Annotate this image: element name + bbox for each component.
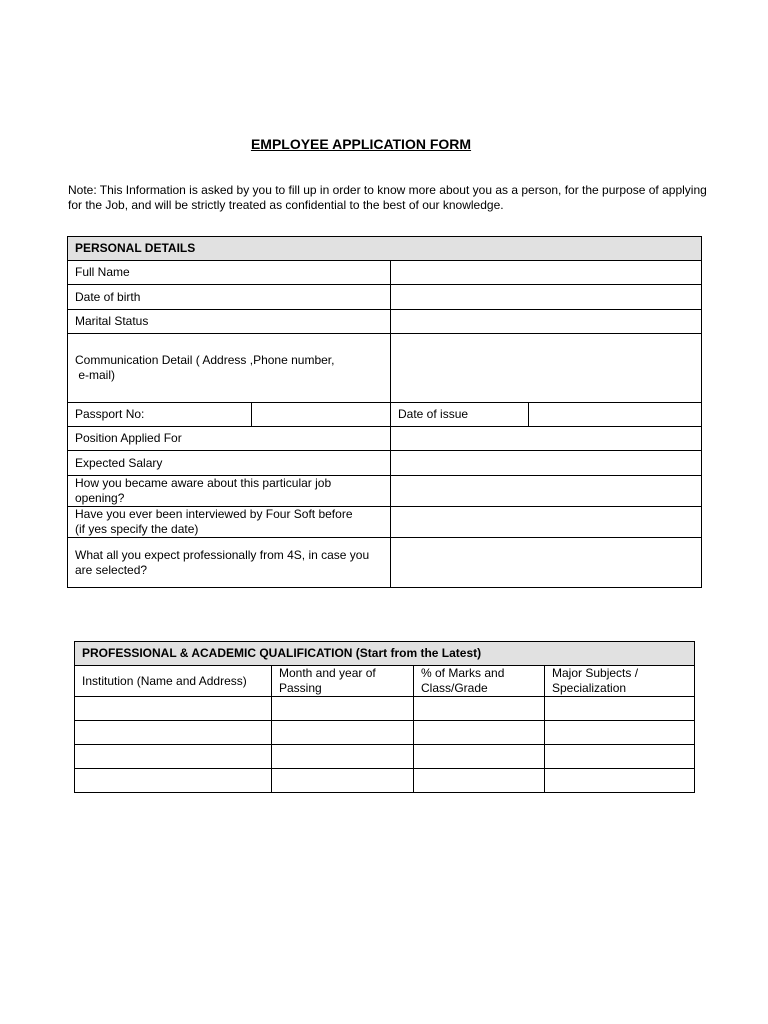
communication-detail-field[interactable]	[391, 334, 702, 403]
expected-salary-field[interactable]	[391, 451, 702, 476]
job-awareness-field[interactable]	[391, 476, 702, 507]
communication-detail-line1: Communication Detail ( Address ,Phone number,	[75, 353, 335, 367]
institution-cell[interactable]	[75, 721, 272, 745]
page-title: EMPLOYEE APPLICATION FORM	[250, 136, 472, 152]
passing-date-header-line1: Month and year of	[279, 666, 376, 680]
marks-cell[interactable]	[414, 745, 545, 769]
communication-detail-line2: e-mail)	[75, 368, 116, 382]
subjects-header-line2: Specialization	[552, 681, 627, 695]
qualification-row	[75, 721, 695, 745]
date-of-issue-label: Date of issue	[391, 403, 529, 427]
previous-interview-field[interactable]	[391, 507, 702, 538]
qualification-table	[74, 641, 695, 793]
expected-salary-label: Expected Salary	[68, 451, 391, 476]
position-applied-label: Position Applied For	[68, 427, 391, 451]
subjects-cell[interactable]	[545, 745, 695, 769]
marks-column-header	[414, 666, 545, 697]
professional-expectations-field[interactable]	[391, 538, 702, 588]
passing-date-cell[interactable]	[272, 769, 414, 793]
professional-expectations-line2: are selected?	[75, 562, 148, 577]
job-awareness-line2: opening?	[75, 491, 125, 505]
full-name-field[interactable]	[391, 261, 702, 285]
communication-detail-label	[68, 334, 391, 403]
personal-details-heading: PERSONAL DETAILS	[68, 237, 702, 261]
date-of-issue-field[interactable]	[529, 403, 702, 427]
full-name-label: Full Name	[68, 261, 391, 285]
previous-interview-line1: Have you ever been interviewed by Four Soft before	[75, 507, 353, 521]
marital-status-label: Marital Status	[68, 310, 391, 334]
job-awareness-label	[68, 476, 391, 507]
passport-no-field[interactable]	[252, 403, 391, 427]
marks-cell[interactable]	[414, 721, 545, 745]
marks-header-line2: Class/Grade	[421, 681, 488, 695]
passing-date-cell[interactable]	[272, 721, 414, 745]
subjects-column-header	[545, 666, 695, 697]
qualification-row	[75, 745, 695, 769]
passing-date-cell[interactable]	[272, 697, 414, 721]
marks-cell[interactable]	[414, 769, 545, 793]
institution-cell[interactable]	[75, 769, 272, 793]
subjects-cell[interactable]	[545, 697, 695, 721]
date-of-birth-field[interactable]	[391, 285, 702, 310]
institution-cell[interactable]	[75, 697, 272, 721]
subjects-header-line1: Major Subjects /	[552, 666, 639, 680]
previous-interview-label	[68, 507, 391, 538]
subjects-cell[interactable]	[545, 721, 695, 745]
date-of-birth-label: Date of birth	[68, 285, 391, 310]
qualification-heading-note: (Start from the Latest)	[355, 646, 482, 660]
qualification-heading-title: PROFESSIONAL & ACADEMIC QUALIFICATION	[82, 646, 353, 660]
personal-details-table	[67, 236, 702, 588]
qualification-heading	[75, 642, 695, 666]
confidentiality-note: Note: This Information is asked by you to fill up in order to know more about you as a person, for the purpose of applying for the Job, and will be strictly treated as confidential to the best of our knowledge.	[68, 183, 707, 212]
professional-expectations-label	[68, 538, 391, 588]
marital-status-field[interactable]	[391, 310, 702, 334]
passing-date-cell[interactable]	[272, 745, 414, 769]
passing-date-header-line2: Passing	[279, 681, 322, 695]
passing-date-column-header	[272, 666, 414, 697]
position-applied-field[interactable]	[391, 427, 702, 451]
qualification-row	[75, 697, 695, 721]
marks-header-line1: % of Marks and	[421, 666, 505, 680]
previous-interview-line2: (if yes specify the date)	[75, 522, 199, 536]
marks-cell[interactable]	[414, 697, 545, 721]
passport-no-label: Passport No:	[68, 403, 252, 427]
institution-cell[interactable]	[75, 745, 272, 769]
institution-column-header: Institution (Name and Address)	[75, 666, 272, 697]
job-awareness-line1: How you became aware about this particular job	[75, 476, 332, 490]
subjects-cell[interactable]	[545, 769, 695, 793]
qualification-row	[75, 769, 695, 793]
professional-expectations-line1: What all you expect professionally from 4S, in case you	[75, 547, 370, 562]
